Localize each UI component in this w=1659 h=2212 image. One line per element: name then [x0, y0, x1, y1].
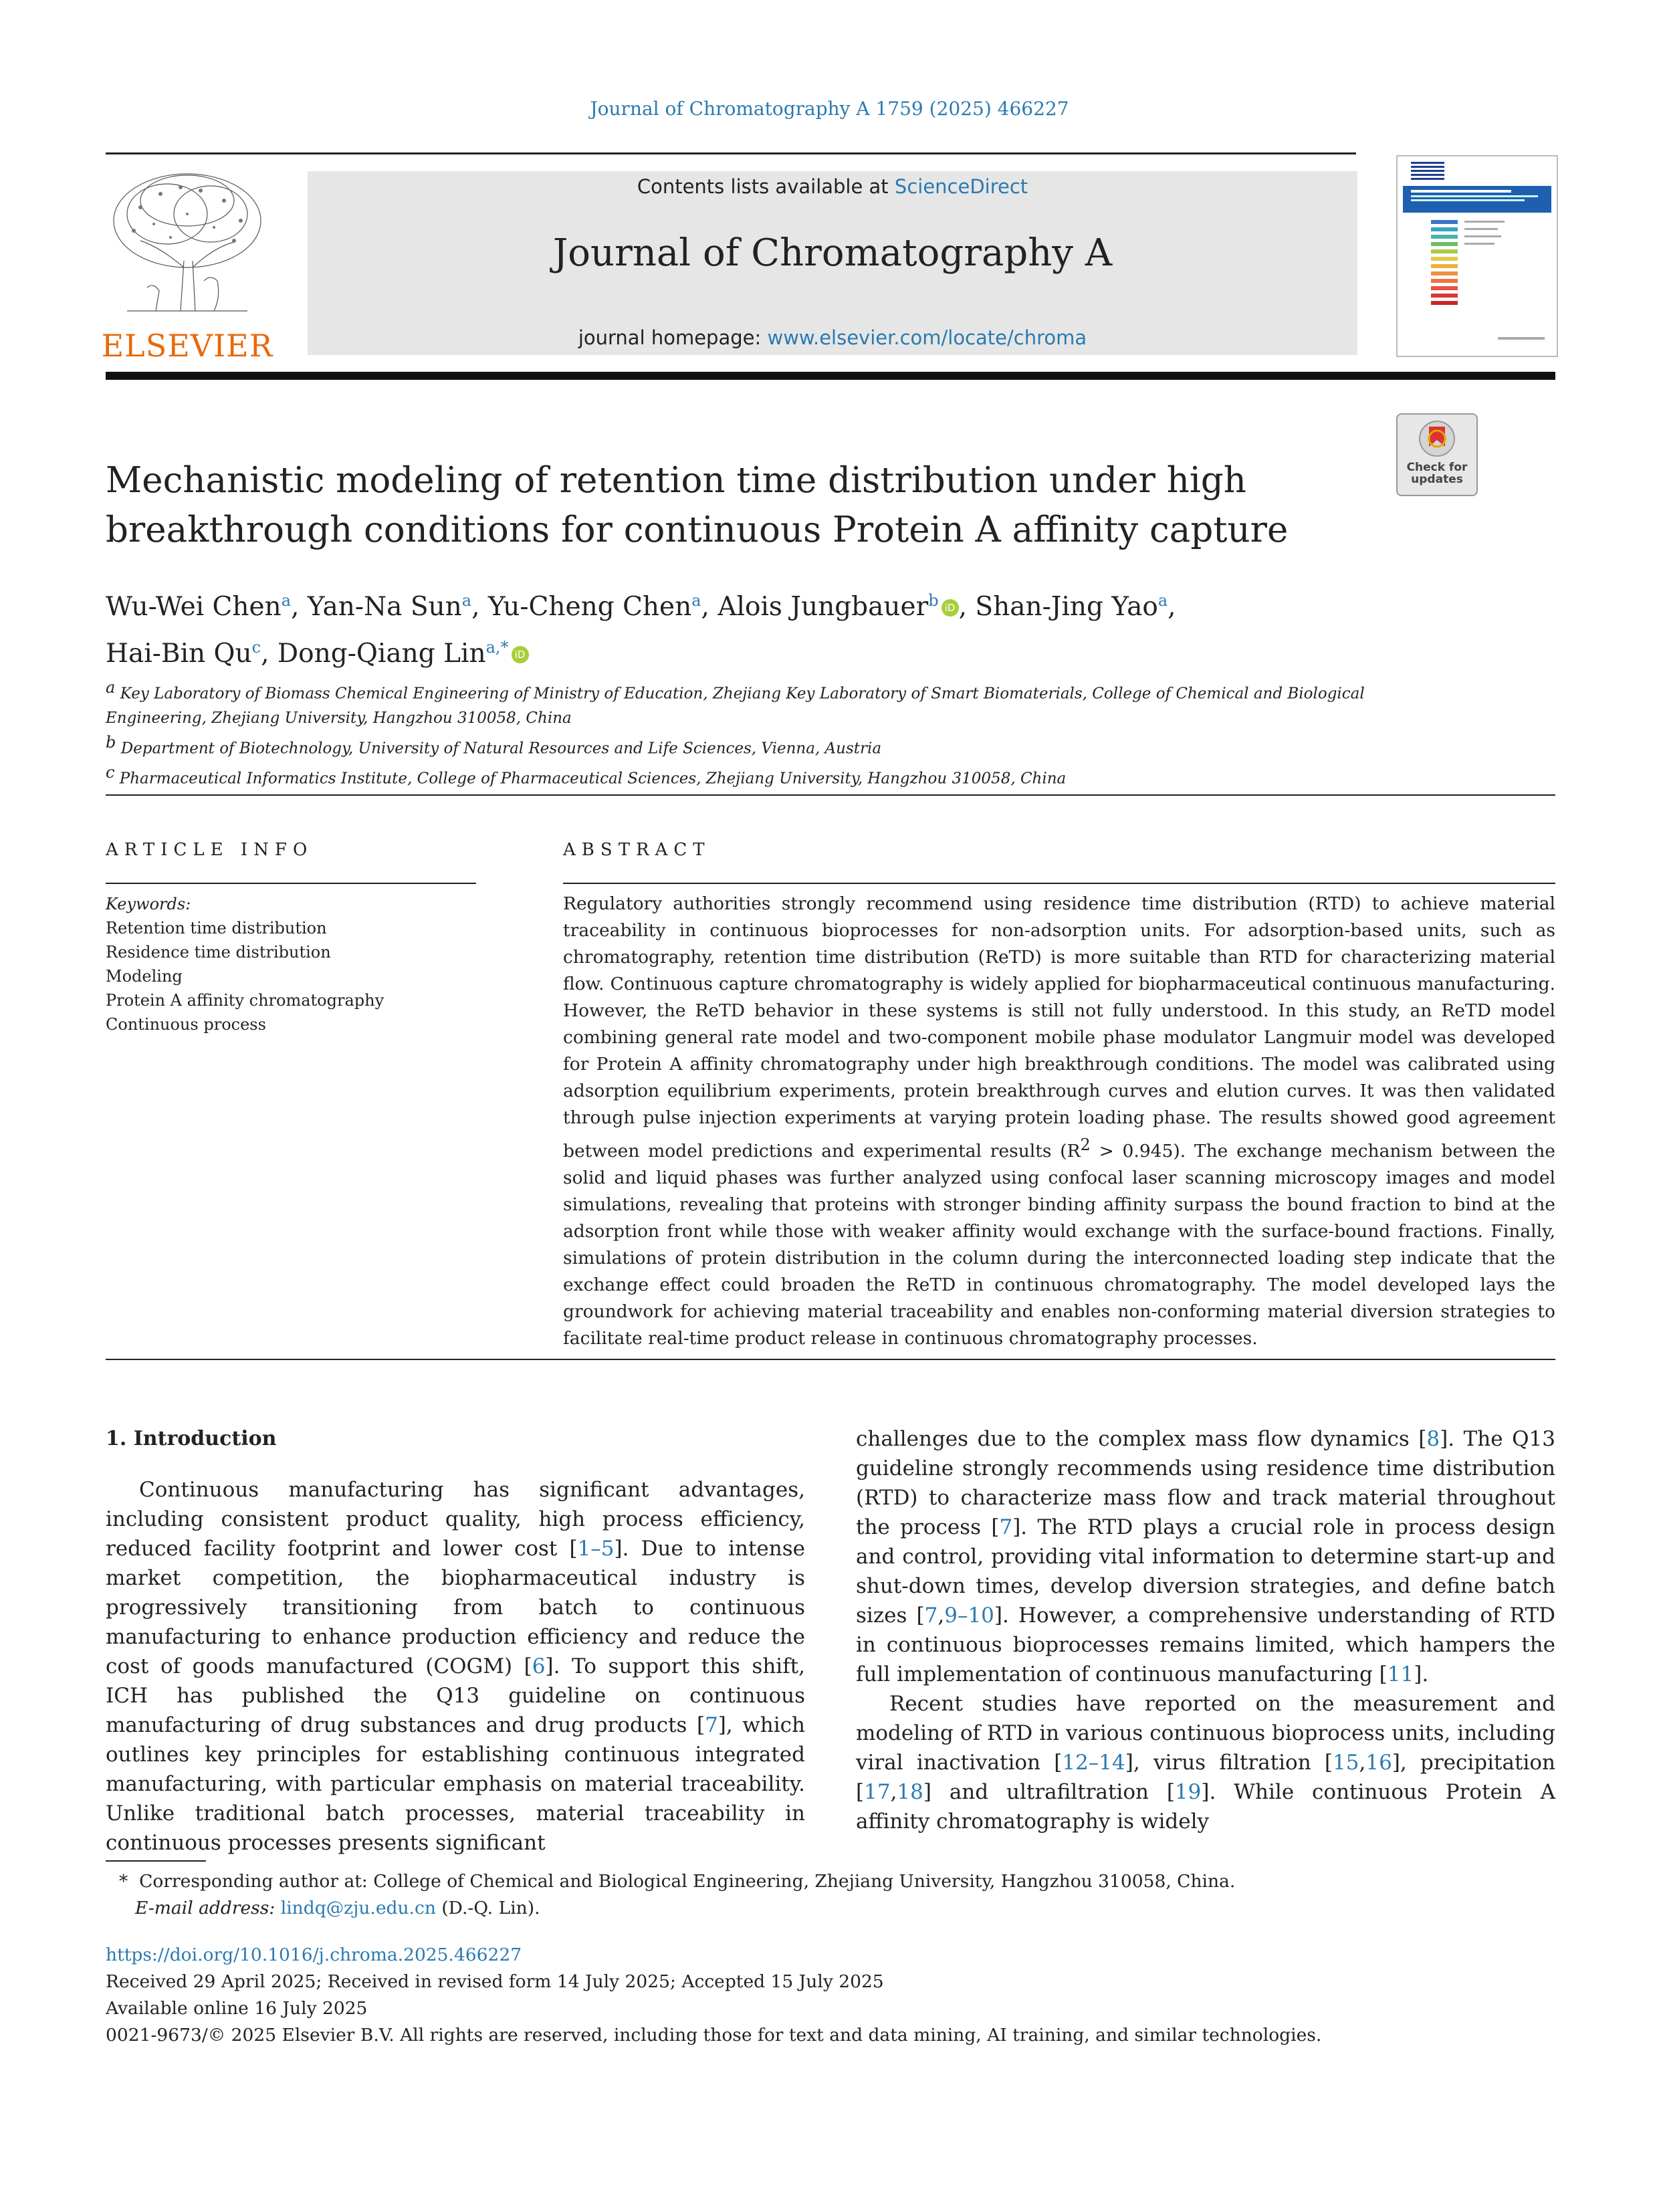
- copyright: 0021-9673/© 2025 Elsevier B.V. All rights are reserved, including those for text and data mining, AI training, and similar technologies.: [106, 2025, 1322, 2045]
- article-title: Mechanistic modeling of retention time distribution under high breakthrough conditions for continuous Protein A affinity capture: [106, 460, 1289, 550]
- superscript: 2: [1080, 1135, 1091, 1154]
- header-thick-rule: [106, 372, 1555, 380]
- affiliation-c: [106, 760, 1403, 791]
- abstract-part: > 0.945). The exchange mechanism between the solid and liquid phases was further analyzed using confocal laser scanning microscopy images and model simulations, revealing that proteins with stronger binding affinity surpass the bound fraction to bind at the adsorption front while those with weaker affinity would exchange with the surface-bound fractions. Finally, simulations of protein distribution in the column during the interconnected loading step indicate that the exchange effect could broaden the ReTD in continuous chromatography. The model developed lays the groundwork for achieving material traceability and enables non-conforming material diversion strategies to facilitate real-time product release in continuous chromatography processes.: [563, 1140, 1555, 1349]
- paragraph-continued: challenges due to the complex mass flow dynamics [8]. The Q13 guideline strongly recommends using residence time distribution (RTD) to characterize mass flow and track material throughout the process [7]. The RTD plays a crucial role in process design and control, providing vital information to determine start-up and shut-down times, develop diversion strategies, and define batch sizes [7,9–10]. However, a comprehensive understanding of RTD in continuous bioprocesses remains limited, which hampers the full implementation of continuous manufacturing [11].: [856, 1427, 1555, 1686]
- paragraph: Continuous manufacturing has significant advantages, including consistent product quality, high process efficiency, reduced facility footprint and lower cost [1–5]. Due to intense market competition, the biopharmaceutical industry is progressively transitioning from batch to continuous manufacturing to enhance production efficiency and reduce the cost of goods manufactured (COGM) [6]. To support this shift, ICH has published the Q13 guideline on continuous manufacturing of drug substances and drug products [7], which outlines key principles for establishing continuous integrated manufacturing, with particular emphasis on material traceability. Unlike traditional batch processes, material traceability in continuous processes presents significant: [106, 1478, 805, 1855]
- top-rule: [106, 152, 1356, 154]
- affiliation-marker: b: [106, 732, 116, 752]
- contents-available-line: [308, 175, 1357, 198]
- email-suffix: (D.-Q. Lin).: [435, 1898, 540, 1918]
- homepage-prefix: journal homepage:: [578, 326, 768, 349]
- reference-link[interactable]: 18: [897, 1780, 923, 1804]
- affiliation-text: Department of Biotechnology, University of Natural Resources and Life Sciences, Vienna, Austria: [120, 740, 882, 758]
- reference-link[interactable]: 7: [705, 1713, 718, 1737]
- paragraph: Recent studies have reported on the measurement and modeling of RTD in various continuous bioprocess units, including viral inactivation [12–14], virus filtration [15,16], precipitation [17,18] and ultrafiltration [19]. While continuous Protein A affinity chromatography is widely: [856, 1692, 1556, 1834]
- tree-icon: [100, 167, 274, 328]
- author[interactable]: Yan-Na Sun: [307, 592, 462, 622]
- abstract-rule: [563, 883, 1555, 884]
- keyword: Modeling: [106, 967, 183, 986]
- email-label: E-mail address:: [135, 1898, 281, 1918]
- author-affiliation-sup[interactable]: b: [928, 591, 939, 610]
- affiliation-a: [106, 675, 1403, 730]
- author[interactable]: Shan-Jing Yao: [975, 592, 1158, 622]
- sciencedirect-link[interactable]: ScienceDirect: [894, 175, 1028, 198]
- author[interactable]: Yu-Cheng Chen: [487, 592, 692, 622]
- author[interactable]: Alois Jungbauer: [717, 592, 929, 622]
- corresponding-author-footnote: [119, 1868, 1550, 1922]
- abstract-part: Regulatory authorities strongly recommend using residence time distribution (RTD) to achieve material traceability in continuous bioprocesses for non-adsorption units. For adsorption-based units, such as chromatography, retention time distribution (ReTD) is more suitable than RTD for characterizing material flow. Continuous capture chromatography is widely applied for biopharmaceutical continuous manufacturing. However, the ReTD behavior in these systems is still not fully understood. In this study, an ReTD model combining general rate model and two-component mobile phase modulator Langmuir model was developed for Protein A affinity chromatography under high breakthrough conditions. The model was calibrated using adsorption equilibrium experiments, protein breakthrough curves and elution curves. It was then validated through pulse injection experiments at varying protein loading phase. The results showed good agreement between model predictions and experimental results (R: [563, 893, 1555, 1162]
- keyword: Protein A affinity chromatography: [106, 991, 384, 1010]
- reference-link[interactable]: 15: [1333, 1751, 1359, 1775]
- bookmark-icon: [1398, 415, 1476, 461]
- footnote-text: Corresponding author at: College of Chemical and Biological Engineering, Zhejiang University, Hangzhou 310058, China.: [139, 1871, 1236, 1892]
- article-info-rule: [106, 883, 476, 884]
- reference-link[interactable]: 11: [1387, 1662, 1414, 1686]
- check-for-updates-badge[interactable]: [1396, 413, 1478, 496]
- affiliation-marker: a: [106, 678, 116, 697]
- reference-link[interactable]: 6: [532, 1654, 546, 1678]
- section-rule: [106, 794, 1555, 796]
- keywords-label: Keywords:: [106, 895, 191, 913]
- reference-link[interactable]: 12–14: [1062, 1751, 1125, 1775]
- author-affiliation-sup[interactable]: a: [1157, 591, 1168, 610]
- reference-link[interactable]: 17: [864, 1780, 891, 1804]
- reference-link[interactable]: 7: [999, 1515, 1013, 1539]
- orcid-icon[interactable]: iD: [512, 646, 529, 663]
- abstract-text: [563, 891, 1555, 1352]
- reference-link[interactable]: 1–5: [577, 1537, 615, 1561]
- doi-link[interactable]: https://doi.org/10.1016/j.chroma.2025.466227: [106, 1945, 522, 1965]
- author-affiliation-sup[interactable]: c: [251, 638, 261, 657]
- reference-link[interactable]: 16: [1365, 1751, 1392, 1775]
- author[interactable]: Dong-Qiang Lin: [277, 639, 486, 669]
- affiliation-text: Key Laboratory of Biomass Chemical Engineering of Ministry of Education, Zhejiang Key Laboratory of Smart Biomaterials, College of Chemical and Biological Engineering, Zhejiang University, Hangzhou 310058, China: [106, 685, 1365, 727]
- received-dates: Received 29 April 2025; Received in revised form 14 July 2025; Accepted 15 July 2025: [106, 1971, 884, 1992]
- reference-link[interactable]: 7: [924, 1603, 938, 1628]
- email-line: [119, 1895, 1550, 1922]
- affiliation-text: Pharmaceutical Informatics Institute, College of Pharmaceutical Sciences, Zhejiang University, Hangzhou 310058, China: [119, 770, 1067, 788]
- keyword: Continuous process: [106, 1015, 266, 1034]
- author-affiliation-sup[interactable]: a: [691, 591, 701, 610]
- author-affiliation-sup[interactable]: a: [281, 591, 291, 610]
- affiliation-marker: c: [106, 763, 115, 782]
- article-info-heading: ARTICLE INFO: [106, 840, 314, 860]
- email-link[interactable]: lindq@zju.edu.cn: [280, 1898, 436, 1918]
- journal-cover-thumbnail[interactable]: [1396, 155, 1558, 357]
- author-list: Wu-Wei Chen$^a$, Yan-Na Sun$^a$, Yu-Cheng Chen$^a$, Alois Jungbauer$^b$ iD , Shan-Jing Yao$^a$, Hai-Bin Qu$^c$, Dong-Qiang Lin$^{a,*}$ iD: [106, 591, 1176, 669]
- footnote-line: [119, 1868, 1550, 1895]
- orcid-icon[interactable]: iD: [942, 599, 959, 617]
- contents-prefix: Contents lists available at: [637, 175, 895, 198]
- elsevier-wordmark: ELSEVIER: [101, 328, 273, 364]
- author-affiliation-sup[interactable]: a: [461, 591, 472, 610]
- abstract-bottom-rule: [106, 1359, 1555, 1360]
- homepage-line: [308, 326, 1357, 349]
- check-for-updates-label: Check for updates: [1406, 461, 1468, 486]
- abstract-heading: ABSTRACT: [563, 840, 711, 860]
- body-column-right: [856, 1424, 1555, 1836]
- available-online: Available online 16 July 2025: [106, 1998, 368, 2019]
- publication-info: [106, 1942, 1321, 2049]
- journal-banner: [308, 171, 1357, 355]
- keyword: Retention time distribution: [106, 919, 327, 937]
- journal-reference-link[interactable]: Journal of Chromatography A 1759 (2025) 466227: [590, 98, 1069, 120]
- journal-name: Journal of Chromatography A: [552, 231, 1113, 275]
- footnote-rule: [106, 1860, 206, 1862]
- author[interactable]: Hai-Bin Qu: [106, 639, 252, 669]
- body-column-left: [106, 1424, 805, 1858]
- author-affiliation-sup[interactable]: a,*: [485, 638, 509, 657]
- asterisk-marker: *: [119, 1871, 140, 1892]
- reference-link[interactable]: 8: [1426, 1427, 1440, 1451]
- affiliations: [106, 675, 1403, 791]
- keyword: Residence time distribution: [106, 943, 331, 962]
- reference-link[interactable]: 9–10: [944, 1603, 994, 1628]
- author[interactable]: Wu-Wei Chen: [106, 592, 282, 622]
- keywords-block: [106, 892, 384, 1036]
- cover-image: [1398, 156, 1557, 356]
- homepage-link[interactable]: www.elsevier.com/locate/chroma: [767, 326, 1087, 349]
- reference-link[interactable]: 19: [1174, 1780, 1202, 1804]
- affiliation-b: [106, 730, 1403, 761]
- section-heading: 1. Introduction: [106, 1427, 277, 1450]
